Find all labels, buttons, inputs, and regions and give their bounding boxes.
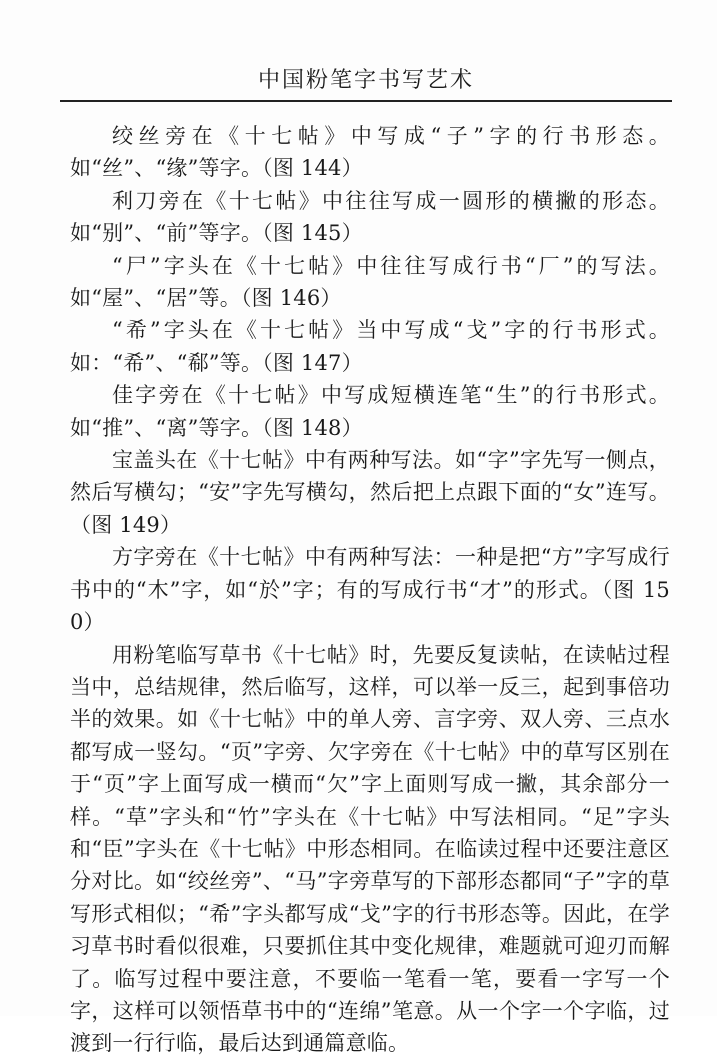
paragraph-5: 佳字旁在《十七帖》中写成短横连笔“生”的行书形式。如“推”、“离”等字。（图 148） [70,383,670,440]
paragraph-6: 宝盖头在《十七帖》中有两种写法。如“字”字先写一侧点，然后写横勾；“安”字先写横勾，然后把上点跟下面的“女”连写。（图 149） [70,448,670,537]
paragraph-4: “希”字头在《十七帖》当中写成“戈”字的行书形式。如：“希”、“郗”等。（图 147） [70,318,670,375]
header-title: 中国粉笔字书写艺术 [257,68,474,93]
paragraph-2: 利刀旁在《十七帖》中往往写成一圆形的横撇的形态。如“别”、“前”等字。（图 145） [70,188,670,246]
paragraph-3: “尸”字头在《十七帖》中往往写成行书“厂”的写法。如“屋”、“居”等。（图 146） [70,253,670,311]
paragraph-8: 用粉笔临写草书《十七帖》时，先要反复读帖，在读帖过程当中，总结规律，然后临写，这样，可以举一反三，起到事倍功半的效果。如《十七帖》中的单人旁、言字旁、双人旁、三点水都写成一竖勾。“页”字旁、欠字旁在《十七帖》中的草写区别在于“页”字上面写成一横而“欠”字上面则写成一撇，其余部分一样。“草”字头和“竹”字头在《十七帖》中写法相同。“足”字头和“臣”字头在《十七帖》中形态相同。在临读过程中还要注意区分对比。如“绞丝旁”、“马”字旁草写的下部形态都同“子”字的草写形式相似；“希”字头都写成“戈”字的行书形态等。因此，在学习草书时看似很难，只要抓住其中变化规律，难题就可迎刃而解了。临写过程中要注意，不要临一笔看一笔，要看一字写一个字，这样可以领悟草书中的“连绵”笔意。从一个字一个字临，过渡到一行行临，最后达到通篇意临。 [70,642,670,1056]
page-body [70,120,670,1060]
header-rule [60,100,672,102]
paragraph-7: 方字旁在《十七帖》中有两种写法：一种是把“方”字写成行书中的“木”字，如“於”字；有的写成行书“才”的形式。（图 150） [70,545,670,635]
running-header [60,66,672,102]
paragraph-1: 绞丝旁在《十七帖》中写成“子”字的行书形态。如“丝”、“缘”等字。（图 144） [70,124,670,181]
